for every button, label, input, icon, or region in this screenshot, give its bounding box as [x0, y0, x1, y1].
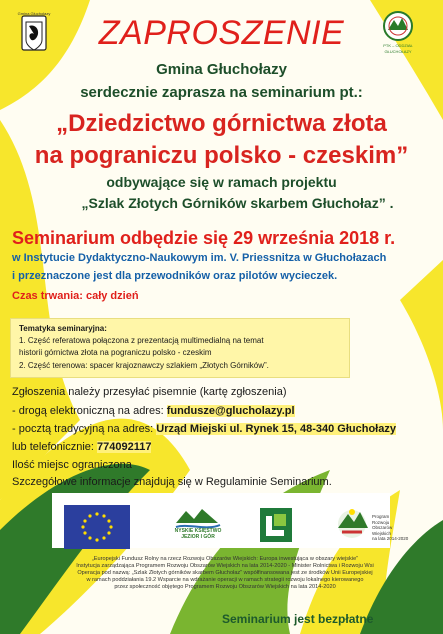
registration-rules: Szczegółowe informacje znajdują się w Regulaminie Seminarium.	[12, 476, 332, 488]
crest-label: Gmina Głuchołazy	[17, 11, 51, 16]
seminar-date: Seminarium odbędzie się 29 września 2018 r.	[12, 228, 396, 248]
eu-flag-logo	[64, 505, 130, 549]
registration-phone-line	[12, 441, 151, 453]
seminar-duration: Czas trwania: cały dzień	[12, 290, 139, 302]
registration-post-line	[12, 423, 396, 435]
prow-line4: Wiejskich	[372, 530, 392, 536]
prow-logo-text	[372, 514, 408, 542]
topic-2: 2. Część terenowa: spacer krajoznawczy szlakiem „Złotych Górników”.	[19, 361, 269, 370]
ptk-label-line1: PTK – ODDZIAŁ	[383, 43, 413, 48]
phone-prefix: lub telefonicznie:	[12, 441, 97, 453]
footer-line4: w ramach poddziałania 19.2 Wsparcie na wdrażanie operacji w ramach strategii rozwoju lokalnego kierowanego	[86, 577, 364, 583]
free-seminar-note: Seminarium jest bezpłatne	[222, 612, 374, 626]
prow-logo	[332, 502, 372, 542]
invitation-title: ZAPROSZENIE	[98, 14, 345, 52]
email-prefix: - drogą elektroniczną na adres:	[12, 405, 167, 417]
email-address[interactable]: fundusze@glucholazy.pl	[166, 405, 295, 417]
prow-line1: Program	[372, 514, 390, 519]
nks-line1: NYSKIE KSIĘSTWO	[174, 528, 222, 534]
footer-line5: przez społeczność objętego Programem Rozwoju Obszarów Wiejskich na lata 2014-2020	[114, 584, 336, 590]
seminar-audience: i przeznaczone jest dla przewodników oraz pilotów wycieczek.	[12, 270, 338, 282]
prow-line3: Obszarów	[372, 525, 393, 530]
leader-logo	[258, 506, 294, 544]
project-intro: odbywające się w ramach projektu	[106, 174, 337, 190]
footer-line3: Operacja pod nazwą: „Szlak Złotych górników skarbem Głuchołaz” współfinansowana jest ze środków Unii Europejskiej	[77, 570, 373, 576]
post-address: Urząd Miejski ul. Rynek 15, 48-340 Głuchołazy	[156, 423, 396, 435]
nks-logo-text	[168, 528, 228, 540]
nks-line2: JEZIOR I GÓR	[181, 534, 215, 540]
prow-line2: Rozwoju	[372, 519, 390, 525]
topics-heading: Tematyka seminaryjna:	[19, 324, 107, 333]
footer-line1: „Europejski Fundusz Rolny na rzecz Rozwoju Obszarów Wiejskich: Europa inwestująca w obszary wiejskie”	[91, 556, 359, 562]
topics-box	[10, 318, 350, 378]
seminar-place: w Instytucie Dydaktyczno-Naukowym im. V. Priessnitza w Głuchołazach	[12, 252, 387, 264]
prow-line5: na lata 2014-2020	[372, 536, 409, 541]
project-name: „Szlak Złotych Górników skarbem Głuchołaz” .	[81, 195, 394, 211]
intro-invite: serdecznie zaprasza na seminarium pt.:	[80, 84, 363, 101]
footer-line2: Instytucja zarządzająca Programem Rozwoju Obszarów Wiejskich na lata 2014-2020 - Minister Rolnictwa i Rozwoju Wsi	[76, 563, 374, 569]
topic-1a: 1. Część referatowa połączona z prezentacją multimedialną na temat	[19, 336, 264, 345]
topic-1b: historii górnictwa złota na pograniczu polsko - czeskim	[19, 348, 212, 357]
intro-organizer: Gmina Głuchołazy	[156, 61, 287, 78]
registration-seats: Ilość miejsc ograniczona	[12, 459, 132, 471]
registration-email-line	[12, 405, 295, 417]
ptk-label-line2: GŁUCHOŁAZY	[384, 49, 412, 54]
ptk-logo-label	[368, 43, 428, 55]
registration-intro: Zgłoszenia należy przesyłać pisemnie (kartę zgłoszenia)	[12, 386, 287, 398]
post-prefix: - pocztą tradycyjną na adres:	[12, 423, 157, 435]
phone-number[interactable]: 774092117	[97, 441, 152, 453]
seminar-title-line2: na pograniczu polsko - czeskim”	[34, 142, 409, 169]
seminar-title-line1: „Dziedzictwo górnictwa złota	[56, 110, 387, 137]
